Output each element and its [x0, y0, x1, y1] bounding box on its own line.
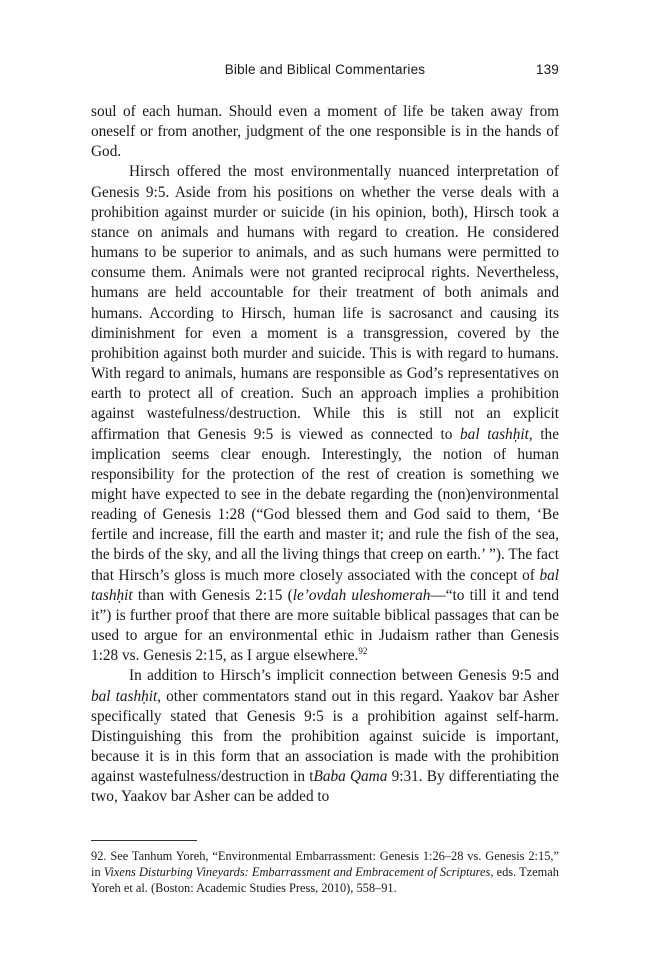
paragraph: [91, 162, 559, 666]
page-number: 139: [535, 62, 559, 77]
footnote: [91, 848, 559, 896]
paragraph: [91, 102, 559, 162]
paragraph: [91, 666, 559, 807]
footnotes: [91, 848, 559, 896]
text-run: , other commentators stand out in this regard. Yaakov bar Asher specifically stated that Genesis 9:5 is a prohibition against self-harm. Distinguishing this from the prohibition against suicide is important, because it is in this form that an association is made with the prohibition against wastefulness/destruction in t: [91, 687, 559, 786]
text-run: 92. See Tanhum Yoreh, “Environmental Embarrassment: Genesis 1:26–28 vs. Genesis 2:15,” in: [91, 849, 559, 879]
text-run: In addition to Hirsch’s implicit connection between Genesis 9:5 and: [129, 667, 559, 685]
italic-text: bal tashḥit: [91, 566, 559, 604]
text-run: Hirsch offered the most environmentally nuanced interpretation of Genesis 9:5. Aside from his positions on whether the verse deals with a prohibition against murder or suicide (in his opinion, both), Hirsch took a stance on animals and humans with regard to creation. He considered humans to be superior to animals, and as such humans were permitted to consume them. Animals were not granted reciprocal rights. Nevertheless, humans are held accountable for their treatment of both animals and humans. According to Hirsch, human life is sacrosanct and causing its diminishment for even a moment is a transgression, covered by the prohibition against both murder and suicide. This is with regard to humans. With regard to animals, humans are responsible as God’s representatives on earth to protect all of creation. Such an approach implies a prohibition against wastefulness/destruction. While this is still not an explicit affirmation that Genesis 9:5 is viewed as connected to: [91, 163, 559, 443]
footnote-divider: [91, 840, 197, 841]
italic-text: le’ovdah uleshomerah: [292, 586, 431, 604]
running-title: Bible and Biblical Commentaries: [224, 62, 426, 77]
text-run: , eds. Tzemah Yoreh et al. (Boston: Academic Studies Press, 2010), 558–91.: [91, 865, 559, 895]
text-run: —“to till it and tend it”) is further proof that there are more suitable biblical passages that can be used to argue for an environmental ethic in Judaism rather than Genesis 1:28 vs. Genesis 2:15, as I argue elsewhere.: [91, 586, 559, 665]
text-run: 9:31. By differentiating the two, Yaakov bar Asher can be added to: [91, 768, 559, 806]
body-text: [91, 102, 559, 807]
footnote-ref: 92: [358, 646, 368, 657]
running-head: [91, 62, 559, 82]
italic-text: Vixens Disturbing Vineyards: Embarrassment and Embracement of Scriptures: [103, 865, 491, 879]
italic-text: bal tashḥit: [91, 687, 158, 705]
text-run: soul of each human. Should even a moment of life be taken away from oneself or from another, judgment of the one responsible is in the hands of God.: [91, 103, 559, 161]
text-run: than with Genesis 2:15 (: [132, 586, 293, 604]
italic-text: bal tashḥit: [460, 425, 529, 443]
italic-text: Baba Qama: [313, 768, 388, 786]
text-run: , the implication seems clear enough. Interestingly, the notion of human responsibility for the protection of the rest of creation is something we might have expected to see in the debate regarding the (non)environmental reading of Genesis 1:28 (“God blessed them and God said to them, ‘Be fertile and increase, fill the earth and master it; and rule the fish of the sea, the birds of the sky, and all the living things that creep on earth.’ ”). The fact that Hirsch’s gloss is much more closely associated with the concept of: [91, 425, 559, 584]
